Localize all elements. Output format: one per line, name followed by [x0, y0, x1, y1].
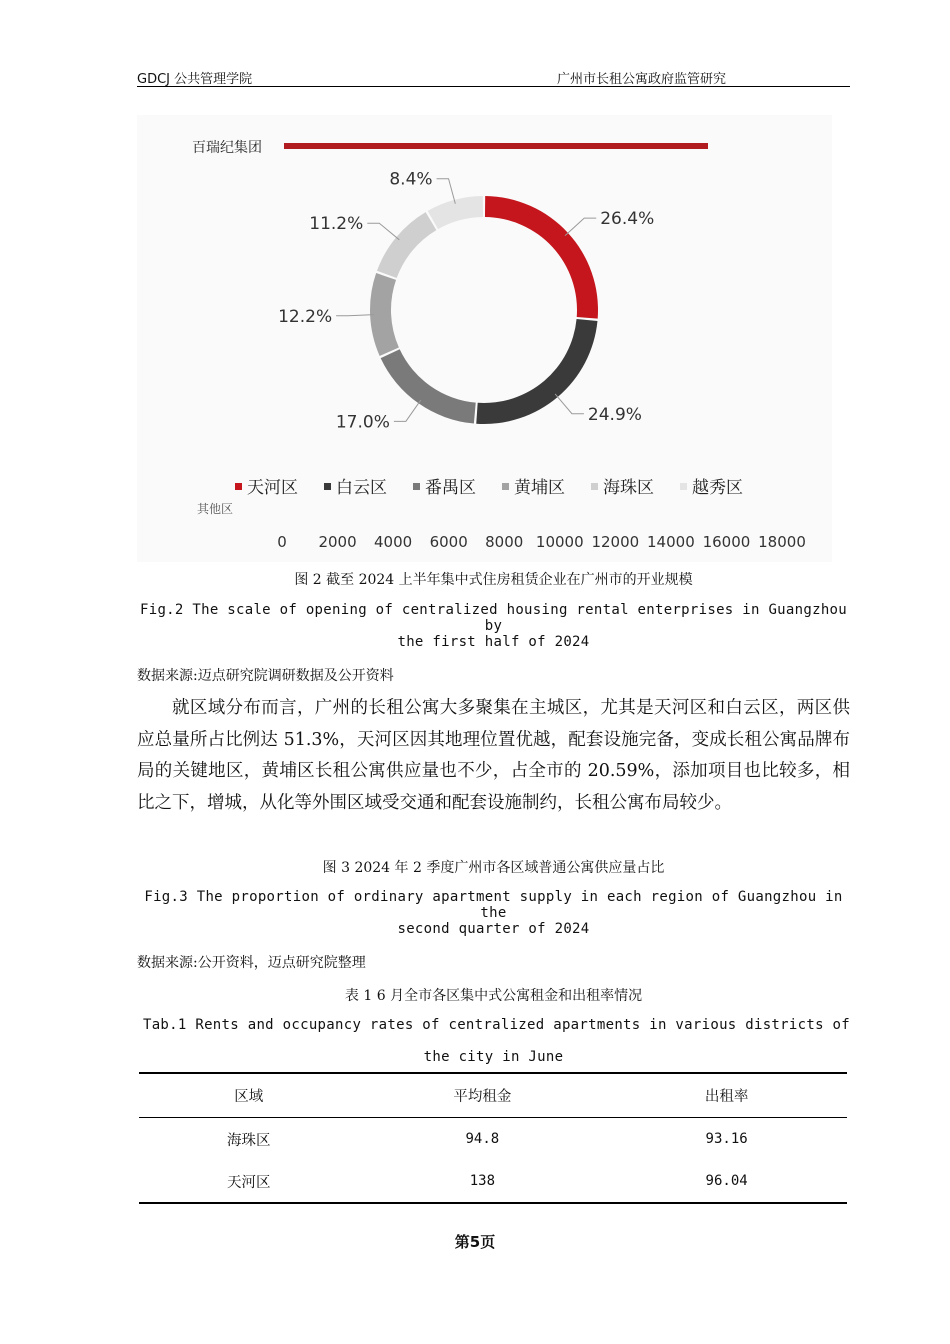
- legend-swatch: [680, 483, 687, 490]
- donut-slice: [428, 196, 483, 229]
- donut-chart: [137, 115, 832, 562]
- figure-3-caption-cn: 图 3 2024 年 2 季度广州市各区域普通公寓供应量占比: [322, 860, 665, 876]
- x-tick-label: 12000: [591, 533, 640, 551]
- header-right: 广州市长租公寓政府监管研究: [557, 72, 727, 87]
- legend-label: 番禺区: [425, 478, 476, 498]
- donut-slice: [377, 212, 436, 278]
- x-tick-label: 10000: [535, 533, 584, 551]
- table-header-row: [139, 1073, 847, 1118]
- x-tick-label: 2000: [318, 533, 357, 551]
- table-cell-district: 天河区: [139, 1160, 358, 1203]
- legend-label: 白云区: [336, 478, 387, 498]
- figure-2-caption-en-2: the first half of 2024: [397, 634, 590, 650]
- body-paragraph: 就区域分布而言，广州的长租公寓大多聚集在主城区，尤其是天河区和白云区，两区供应总量所占比例达 51.3%，天河区因其地理位置优越，配套设施完备，变成长租公寓品牌布局的关键地区，黄埔区长租公寓供应量也不少，占全市的 20.59%，添加项目也比较多，相比之下，增城，从化等外围区域受交通和配套设施制约，长租公寓布局较少。: [137, 698, 850, 813]
- slice-value-label: 11.2%: [309, 214, 364, 235]
- table-cell-occupancy: 96.04: [606, 1160, 847, 1203]
- legend-swatch: [591, 483, 598, 490]
- table-1: [139, 1072, 847, 1204]
- slice-value-label: 12.2%: [278, 306, 333, 327]
- legend-label: 天河区: [247, 478, 298, 498]
- x-tick-label: 4000: [374, 533, 413, 551]
- legend-swatch: [324, 483, 331, 490]
- page-header: [137, 66, 850, 87]
- donut-slice: [381, 349, 476, 423]
- legend-swatch: [502, 483, 509, 490]
- figure-3-caption-en-1: Fig.3 The proportion of ordinary apartment supply in each region of Guangzhou in the: [144, 889, 843, 921]
- figure-3-source: 数据来源:公开资料，迈点研究院整理: [137, 955, 366, 971]
- slice-leader-line: [565, 218, 596, 236]
- slice-value-label: 26.4%: [600, 209, 655, 230]
- figure-2-caption-cn: 图 2 截至 2024 上半年集中式住房租赁企业在广州市的开业规模: [294, 572, 693, 588]
- table-cell-rent: 138: [358, 1160, 606, 1203]
- table-header-occupancy: 出租率: [606, 1073, 847, 1118]
- x-tick-label: 8000: [485, 533, 524, 551]
- table-1-caption-en-2: the city in June: [423, 1049, 564, 1065]
- x-tick-label: 14000: [647, 533, 695, 551]
- header-left: GDCJ 公共管理学院: [137, 72, 253, 87]
- donut-slice: [485, 196, 598, 319]
- legend-label: 越秀区: [692, 478, 743, 498]
- cropped-top-label: 百瑞纪集团: [192, 140, 262, 156]
- table-row: [139, 1160, 847, 1203]
- cropped-top-bar: [284, 143, 708, 149]
- donut-slice: [370, 273, 399, 356]
- figure-2-source: 数据来源:迈点研究院调研数据及公开资料: [137, 668, 394, 684]
- legend-swatch: [235, 483, 242, 490]
- figure-2: [137, 115, 832, 562]
- table-header-rent: 平均租金: [358, 1073, 606, 1118]
- legend-label: 海珠区: [603, 478, 654, 498]
- x-tick-label: 18000: [758, 533, 806, 551]
- table-row: [139, 1118, 847, 1161]
- legend-label: 黄埔区: [514, 478, 565, 498]
- x-tick-label: 6000: [429, 533, 468, 551]
- slice-leader-line: [336, 315, 374, 316]
- cropped-axis-label: 其他区: [197, 502, 234, 516]
- legend-swatch: [413, 483, 420, 490]
- slice-value-label: 17.0%: [335, 412, 390, 433]
- slice-leader-line: [367, 223, 399, 240]
- table-1-caption-cn: 表 1 6 月全市各区集中式公寓租金和出租率情况: [344, 988, 643, 1004]
- slice-value-label: 24.9%: [587, 404, 642, 425]
- slice-leader-line: [394, 400, 421, 421]
- figure-3-caption-en-2: second quarter of 2024: [397, 921, 590, 937]
- donut-slice: [476, 319, 597, 424]
- table-cell-occupancy: 93.16: [705, 1131, 748, 1147]
- table-cell-district: 海珠区: [226, 1132, 271, 1149]
- x-tick-label: 16000: [702, 533, 751, 551]
- x-tick-label: 0: [277, 533, 287, 551]
- figure-2-caption-en-1: Fig.2 The scale of opening of centralized housing rental enterprises in Guangzhou by: [139, 602, 848, 634]
- page-number: 第5页: [454, 1233, 496, 1251]
- slice-leader-line: [555, 394, 584, 414]
- table-header-district: 区域: [139, 1073, 358, 1118]
- table-cell-rent: 94.8: [465, 1131, 500, 1147]
- slice-leader-line: [437, 179, 456, 204]
- slice-value-label: 8.4%: [389, 169, 433, 190]
- table-1-caption-en-1: Tab.1 Rents and occupancy rates of centralized apartments in various districts of: [142, 1017, 850, 1033]
